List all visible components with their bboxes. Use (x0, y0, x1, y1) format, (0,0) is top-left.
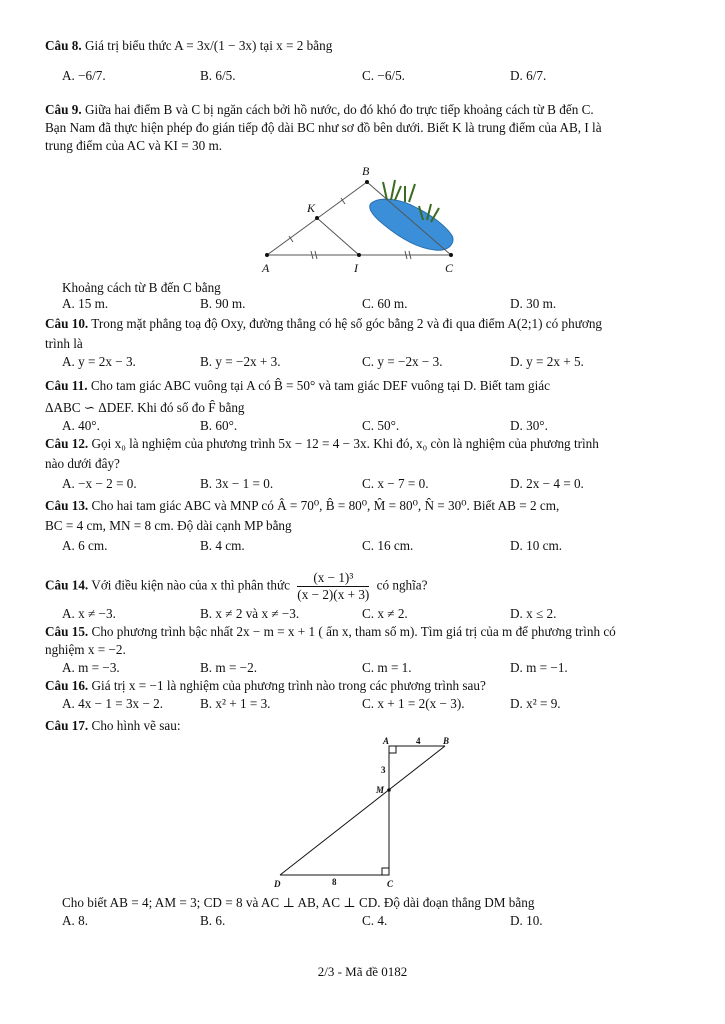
option-a[interactable]: A. 8. (62, 913, 89, 928)
label-am-length: 3 (381, 765, 386, 775)
question-11 (45, 378, 683, 394)
question-text-line: nào dưới đây? (45, 456, 120, 471)
question-text: Cho hai tam giác ABC và MNP có Â = 70⁰, B̂ = 80⁰, M̂ = 80⁰, N̂ = 30⁰. Biết AB = 2 cm, (91, 498, 560, 513)
question-label: Câu 11. (45, 378, 88, 393)
option-c[interactable]: C. −6/5. (362, 68, 405, 83)
question-label: Câu 9. (45, 102, 82, 117)
option-c[interactable]: C. 4. (362, 913, 388, 928)
option-c[interactable]: C. x − 7 = 0. (362, 476, 429, 491)
question-label: Câu 15. (45, 624, 89, 639)
label-b: B (362, 164, 370, 178)
fraction-numerator: (x − 1)³ (297, 570, 369, 587)
right-angle-c (382, 868, 389, 875)
question-13 (45, 498, 683, 514)
option-c[interactable]: C. x + 1 = 2(x − 3). (362, 696, 465, 711)
fraction (297, 570, 369, 603)
option-c[interactable]: C. 16 cm. (362, 538, 414, 553)
question-text-line: trung điểm của AC và KI = 30 m. (45, 138, 223, 153)
label-cd-length: 8 (332, 877, 337, 887)
question-17 (45, 718, 683, 734)
question-15 (45, 624, 683, 640)
option-a[interactable]: A. 6 cm. (62, 538, 108, 553)
geometry-figure (268, 735, 458, 891)
label-c: C (387, 879, 394, 889)
question-9-prompt: Khoảng cách từ B đến C bằng (62, 280, 221, 295)
question-8 (45, 38, 683, 54)
option-d[interactable]: D. 10 cm. (510, 538, 563, 553)
option-d[interactable]: D. 30 m. (510, 296, 557, 311)
option-c[interactable]: C. m = 1. (362, 660, 412, 675)
question-label: Câu 10. (45, 316, 89, 331)
option-d[interactable]: D. 30°. (510, 418, 548, 433)
question-16 (45, 678, 683, 694)
question-14 (45, 570, 683, 603)
option-a[interactable]: A. x ≠ −3. (62, 606, 116, 621)
option-d[interactable]: D. 10. (510, 913, 543, 928)
question-text-end: có nghĩa? (376, 577, 428, 593)
question-17-given: Cho biết AB = 4; AM = 3; CD = 8 và AC ⊥ AB, AC ⊥ CD. Độ dài đoạn thẳng DM bằng (62, 895, 535, 910)
option-b[interactable]: B. 6. (200, 913, 226, 928)
option-b[interactable]: B. 3x − 1 = 0. (200, 476, 274, 491)
option-a[interactable]: A. 15 m. (62, 296, 109, 311)
option-b[interactable]: B. y = −2x + 3. (200, 354, 281, 369)
lake-diagram (255, 160, 470, 278)
option-d[interactable]: D. x ≤ 2. (510, 606, 557, 621)
option-d[interactable]: D. m = −1. (510, 660, 568, 675)
option-b[interactable]: B. x ≠ 2 và x ≠ −3. (200, 606, 300, 621)
question-text: Cho phương trình bậc nhất 2x − m = x + 1 ( ẩn x, tham số m). Tìm giá trị của m để phương trình có (91, 624, 616, 639)
question-label: Câu 14. (45, 577, 89, 593)
label-m: M (376, 785, 385, 795)
option-a[interactable]: A. y = 2x − 3. (62, 354, 136, 369)
option-a[interactable]: A. 4x − 1 = 3x − 2. (62, 696, 164, 711)
right-angle-a (389, 746, 396, 753)
option-b[interactable]: B. 6/5. (200, 68, 236, 83)
question-9 (45, 102, 683, 118)
label-d: D (274, 879, 281, 889)
question-label: Câu 13. (45, 498, 89, 513)
question-label: Câu 17. (45, 718, 89, 733)
option-a[interactable]: A. −6/7. (62, 68, 106, 83)
label-a: A (383, 736, 390, 746)
question-10 (45, 316, 683, 332)
label-c: C (445, 261, 454, 275)
option-d[interactable]: D. 6/7. (510, 68, 547, 83)
page-footer: 2/3 - Mã đề 0182 (317, 964, 408, 979)
option-c[interactable]: C. 50°. (362, 418, 400, 433)
question-text-line: Bạn Nam đã thực hiện phép đo gián tiếp độ dài BC như sơ đồ bên dưới. Biết K là trung điểm của AB, I là (45, 120, 602, 135)
lake-shape (370, 199, 453, 250)
label-ab-length: 4 (416, 736, 421, 746)
question-text: Cho hình vẽ sau: (91, 718, 181, 733)
option-a[interactable]: A. 40°. (62, 418, 100, 433)
option-d[interactable]: D. 2x − 4 = 0. (510, 476, 584, 491)
question-label: Câu 16. (45, 678, 89, 693)
question-text: Trong mặt phẳng toạ độ Oxy, đường thẳng có hệ số góc bằng 2 và đi qua điểm A(2;1) có phương (91, 316, 603, 331)
option-d[interactable]: D. x² = 9. (510, 696, 561, 711)
option-c[interactable]: C. 60 m. (362, 296, 408, 311)
label-k: K (307, 201, 316, 215)
question-text: Giữa hai điểm B và C bị ngăn cách bởi hồ nước, do đó khó đo trực tiếp khoảng cách từ B đến C. (84, 102, 594, 117)
question-text-line: nghiệm x = −2. (45, 642, 126, 657)
question-text-line: BC = 4 cm, MN = 8 cm. Độ dài cạnh MP bằng (45, 518, 292, 533)
option-b[interactable]: B. x² + 1 = 3. (200, 696, 271, 711)
label-i: I (354, 261, 358, 275)
option-a[interactable]: A. −x − 2 = 0. (62, 476, 137, 491)
option-b[interactable]: B. 60°. (200, 418, 238, 433)
option-b[interactable]: B. 90 m. (200, 296, 246, 311)
option-d[interactable]: D. y = 2x + 5. (510, 354, 584, 369)
question-text-line: trình là (45, 336, 83, 351)
question-12 (45, 436, 683, 452)
question-text: Cho tam giác ABC vuông tại A có B̂ = 50° và tam giác DEF vuông tại D. Biết tam giác (90, 378, 551, 393)
option-c[interactable]: C. y = −2x − 3. (362, 354, 443, 369)
option-a[interactable]: A. m = −3. (62, 660, 120, 675)
question-text: Gọi x₀ là nghiệm của phương trình 5x − 12 = 4 − 3x. Khi đó, x₀ còn là nghiệm của phương trình (91, 436, 599, 451)
option-c[interactable]: C. x ≠ 2. (362, 606, 408, 621)
fraction-denominator: (x − 2)(x + 3) (297, 587, 370, 602)
question-text: Giá trị biểu thức A = 3x/(1 − 3x) tại x = 2 bằng (84, 38, 333, 53)
label-a: A (262, 261, 270, 275)
question-text: Với điều kiện nào của x thì phân thức (91, 577, 290, 593)
option-b[interactable]: B. m = −2. (200, 660, 258, 675)
question-label: Câu 8. (45, 38, 82, 53)
option-b[interactable]: B. 4 cm. (200, 538, 245, 553)
label-b: B (443, 736, 450, 746)
question-label: Câu 12. (45, 436, 89, 451)
question-text-line: ΔABC ∽ ΔDEF. Khi đó số đo F̂ bằng (45, 400, 245, 415)
question-text: Giá trị x = −1 là nghiệm của phương trình nào trong các phương trình sau? (91, 678, 486, 693)
